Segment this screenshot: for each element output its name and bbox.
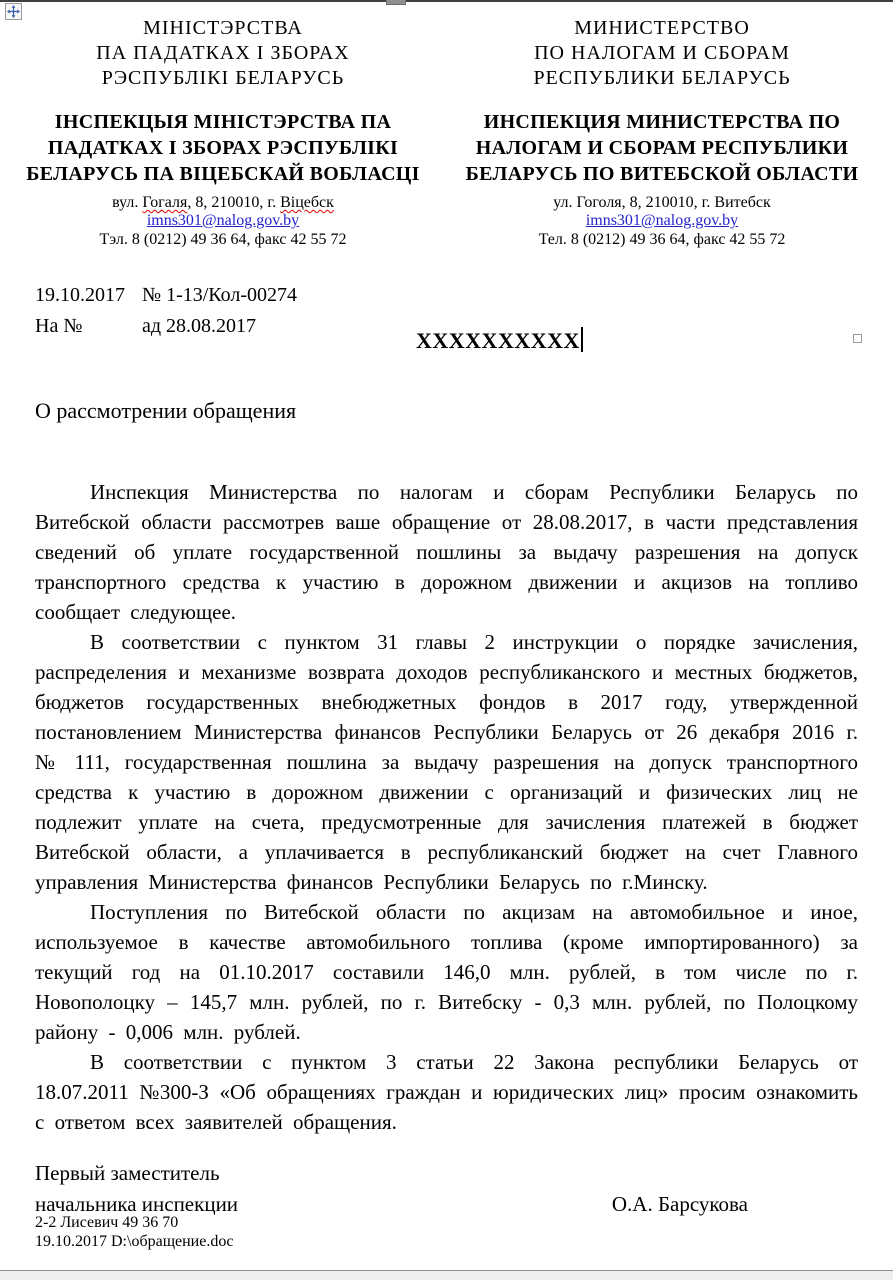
addressee-placeholder <box>416 327 583 354</box>
outgoing-number: № 1-13/Кол-00274 <box>142 284 298 306</box>
phone-line: Тэл. 8 (0212) 49 36 64, факс 42 55 72 <box>99 231 347 248</box>
address-text: вул. <box>112 194 143 211</box>
postal-address: ул. Гоголя, 8, 210010, г. Витебск <box>553 194 771 211</box>
postal-address <box>16 194 430 212</box>
executor-block <box>35 1213 233 1251</box>
inspection-name: ИНСПЕКЦИЯ МИНИСТЕРСТВА ПО НАЛОГАМ И СБОРАМ РЕСПУБЛИКИ БЕЛАРУСЬ ПО ВИТЕБСКОЙ ОБЛАСТИ <box>465 111 859 185</box>
incoming-number-label: На № <box>35 315 83 337</box>
org-name-line: РЭСПУБЛІКІ БЕЛАРУСЬ <box>101 67 345 89</box>
org-name-line: МИНИСТЕРСТВО <box>574 17 750 39</box>
signature-block <box>35 1158 858 1220</box>
scrollbar-split-handle <box>386 0 406 5</box>
email-link[interactable]: imns301@nalog.gov.by <box>585 212 739 229</box>
outgoing-date: 19.10.2017 <box>35 284 125 306</box>
object-anchor-marker <box>853 334 862 343</box>
body-paragraph: Инспекция Министерства по налогам и сборам Республики Беларусь по Витебской области рассмотрев ваше обращение от 28.08.2017, в части представления сведений об уплате государственной пошлины за выдачу разрешения на допуск транспортного средства к участию в дорожном движении и акцизов на топливо сообщает следующее. <box>35 480 858 624</box>
org-name-line: МІНІСТЭРСТВА <box>143 17 303 39</box>
placeholder-text: XXXXXXXXXX <box>416 328 580 353</box>
org-name-line: ПА ПАДАТКАХ І ЗБОРАХ <box>96 42 350 64</box>
letterhead-russian <box>448 16 876 249</box>
window-bottom-bar <box>0 1270 893 1280</box>
incoming-date: ад 28.08.2017 <box>142 315 257 337</box>
org-name-line: РЕСПУБЛИКИ БЕЛАРУСЬ <box>533 67 791 89</box>
phone-line: Тел. 8 (0212) 49 36 64, факс 42 55 72 <box>538 231 786 248</box>
body-paragraph: Поступления по Витебской области по акцизам на автомобильное и иное, используемое в качестве автомобильного топлива (кроме импортированного) за текущий год на 01.10.2017 составили 146,0 млн. рублей, в том числе по г. Новополоцку – 145,7 млн. рублей, по г. Витебску - 0,3 млн. рублей, по Полоцкому району - 0,006 млн. рублей. <box>35 900 858 1044</box>
address-text: , 8, 210010, г. <box>187 194 281 211</box>
body-paragraph: В соответствии с пунктом 31 главы 2 инструкции о порядке зачисления, распределения и механизме возврата доходов республиканского и местных бюджетов, бюджетов государственных внебюджетных фондов в 2017 году, утвержденной постановлением Министерства финансов Республики Беларусь от 26 декабря 2016 г. № 111, государственная пошлина за выдачу разрешения на допуск транспортного средства к участию в дорожном движении с организаций и физических лиц не подлежит уплате на счета, предусмотренные для зачисления платежей в бюджет Витебской области, а уплачивается в республиканский бюджет на счет Главного управления Министерства финансов Республики Беларусь по г.Минску. <box>35 630 858 894</box>
letterhead <box>16 16 876 249</box>
misspelled-word: Віцебск <box>280 194 334 211</box>
inspection-name: ІНСПЕКЦЫЯ МІНІСТЭРСТВА ПА ПАДАТКАХ І ЗБОРАХ РЭСПУБЛІКІ БЕЛАРУСЬ ПА ВІЦЕБСКАЙ ВОБЛАСЦІ <box>26 111 420 185</box>
file-path-line: 19.10.2017 D:\обращение.doc <box>35 1233 234 1250</box>
executor-line: 2-2 Лисевич 49 36 70 <box>35 1214 179 1231</box>
signer-position-line2: начальника инспекции <box>35 1192 239 1216</box>
incoming-ref-row <box>35 311 297 342</box>
signer-position-line1: Первый заместитель <box>35 1161 220 1185</box>
outgoing-ref-row <box>35 280 297 311</box>
org-name-line: ПО НАЛОГАМ И СБОРАМ <box>534 42 790 64</box>
letter-body <box>35 477 858 1137</box>
reference-block <box>35 280 297 342</box>
signer-name: О.А. Барсукова <box>611 1192 748 1216</box>
subject-line: О рассмотрении обращения <box>35 398 297 423</box>
window-top-edge <box>0 0 893 2</box>
text-cursor <box>581 327 583 352</box>
email-line <box>16 212 430 230</box>
letterhead-belarusian <box>16 16 430 249</box>
misspelled-word: Гогаля <box>142 194 188 211</box>
email-link[interactable]: imns301@nalog.gov.by <box>146 212 300 229</box>
email-line <box>448 212 876 230</box>
body-paragraph: В соответствии с пунктом 3 статьи 22 Закона республики Беларусь от 18.07.2011 №300-З «Об обращениях граждан и юридических лиц» просим ознакомить с ответом всех заявителей обращения. <box>35 1050 858 1134</box>
